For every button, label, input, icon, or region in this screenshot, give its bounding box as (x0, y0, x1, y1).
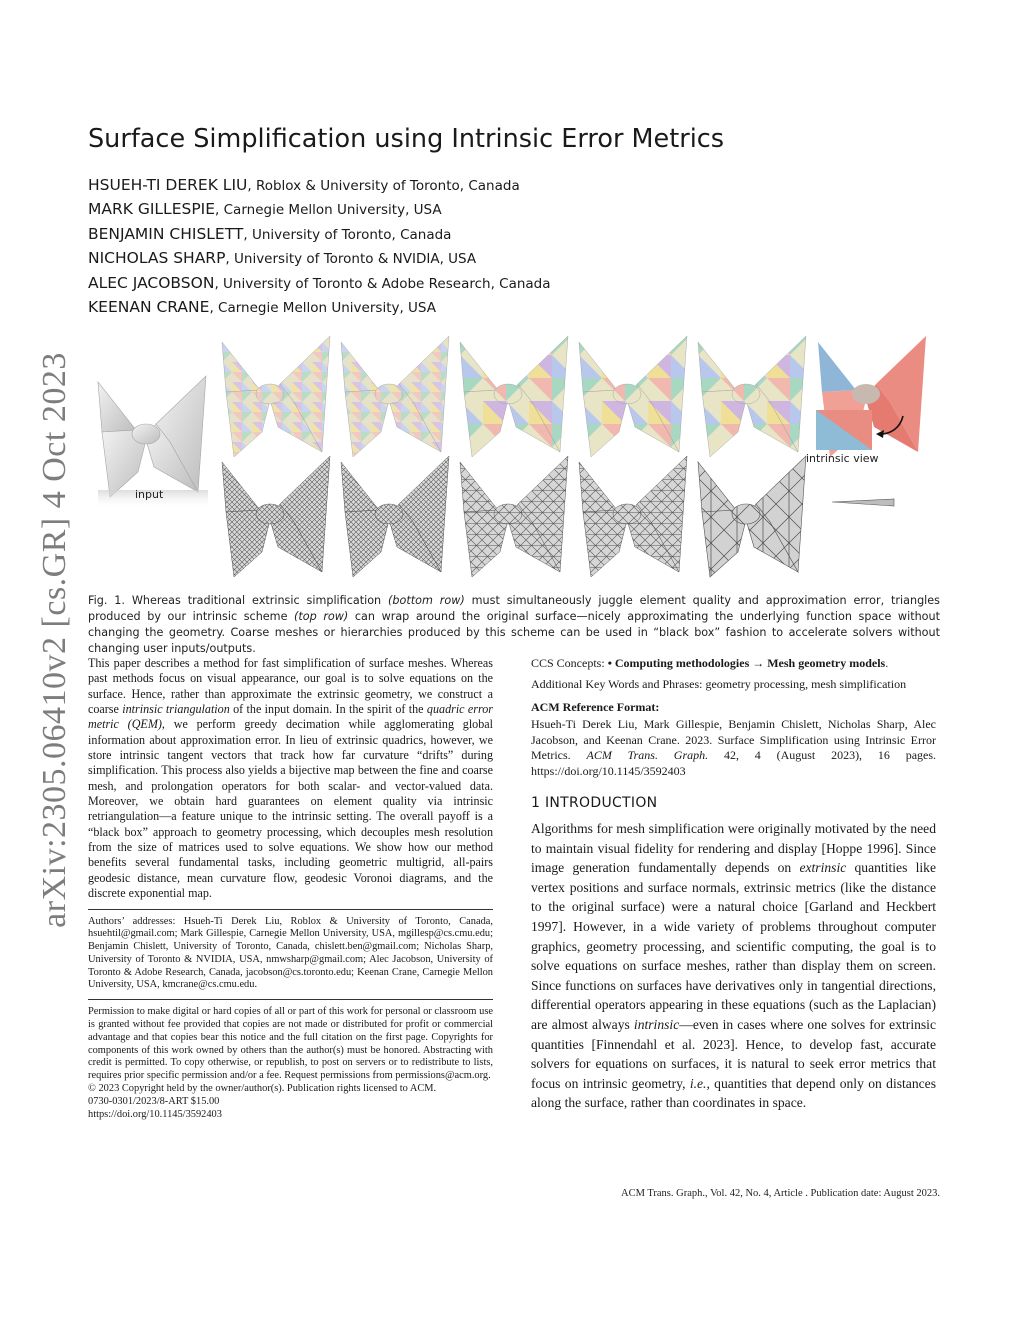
intro-text: , quantities that depend only on distances along the surface, rather than coordinates in space. (531, 1075, 936, 1111)
author-name: ALEC JACOBSON (88, 273, 215, 292)
introduction-body (531, 819, 936, 1113)
keywords: Additional Key Words and Phrases: geometry processing, mesh simplification (531, 677, 907, 691)
author-line (88, 198, 948, 222)
figure-caption (88, 593, 940, 657)
author-line (88, 174, 948, 198)
acm-ref-text: 42, 4 (August 2023), 16 pages. https://doi.org/10.1145/3592403 (531, 748, 937, 778)
abstract-text: , we perform greedy decimation while agglomerating global information about approximation error. In lieu of extrinsic quadrics, however, we store intrinsic tangent vectors that track how far curvature “drifts” during simplification. This process also yields a bijective map between the fine and coarse mesh, and prolongation operators for both scalar- and vector-valued data. Moreover, we obtain hard guarantees on element quality via intrinsic retriangulation—a feature unique to the intrinsic setting. The overall payoff is a “black box” approach to geometry processing, which decouples mesh resolution from the size of matrices used to solve equations. We show how our method benefits several fundamental tasks, including geometric multigrid, all-pairs geodesic distance, mean curvature flow, geodesic Voronoi diagrams, and the discrete exponential map. (88, 717, 493, 901)
input-label: input (135, 488, 164, 501)
right-column (531, 656, 936, 1113)
intro-text: quantities like vertex positions and surface normals, extrinsic metrics (like the distance to the original surface) were a natural choice [Garland and Heckbert 1997]. However, in a wide variety of problems throughout computer graphics, geometry processing, and scientific computing, the goal is to solve equations on surface meshes, rather than display them on screen. Since functions on surfaces have derivatives only in tangential directions, differential operators appearing in these equations (such as the Laplacian) are almost always (531, 860, 936, 1032)
author-affiliation: , Roblox & University of Toronto, Canada (247, 178, 520, 194)
acm-reference-heading: ACM Reference Format: (531, 700, 660, 714)
author-name: KEENAN CRANE (88, 298, 210, 317)
issn-price: 0730-0301/2023/8-ART $15.00 (88, 1095, 220, 1107)
author-name: HSUEH-TI DEREK LIU (88, 176, 248, 194)
intro-emphasis: i.e. (689, 1075, 707, 1091)
author-affiliation: , University of Toronto & Adobe Research, Canada (214, 275, 551, 292)
author-list (88, 174, 948, 320)
caption-text: can wrap around the original surface—nicely approximating the underlying function space without changing the geometry. Coarse meshes or hierarchies produced by this scheme can be used in “black box” fashion to accelerate solvers without changing user inputs/outputs. (88, 610, 940, 655)
abstract-text: of the input domain. In the spirit of the (229, 702, 427, 717)
caption-emphasis: (top row) (294, 610, 349, 623)
divider (88, 909, 493, 910)
author-name: NICHOLAS SHARP (88, 249, 226, 268)
caption-text: Fig. 1. Whereas traditional extrinsic simplification (88, 594, 389, 607)
ccs-concepts (531, 656, 936, 671)
abstract-emphasis: intrinsic triangulation (122, 702, 230, 717)
extrinsic-row (222, 456, 894, 577)
left-column (88, 656, 493, 1121)
author-line (88, 247, 948, 271)
doi-link[interactable]: https://doi.org/10.1145/3592403 (88, 1108, 222, 1120)
intro-emphasis: intrinsic (633, 1016, 680, 1032)
author-affiliation: , Carnegie Mellon University, USA (215, 202, 442, 219)
author-line (88, 296, 948, 320)
intro-emphasis: extrinsic (799, 860, 847, 876)
permission-notice: Permission to make digital or hard copies of all or part of this work for personal or classroom use is granted without fee provided that copies are not made or distributed for profit or commercial advantage and that copies bear this notice and the full citation on the first page. Copyrights for components of this work owned by others than the author(s) must be honored. Abstracting with credit is permitted. To copy otherwise, or republish, to post on servers or to redistribute to lists, requires prior specific permission and/or a fee. Request permissions from permissions@acm.org. (88, 1006, 493, 1082)
acm-reference (531, 717, 936, 779)
page-footer: ACM Trans. Graph., Vol. 42, No. 4, Article . Publication date: August 2023. (621, 1188, 940, 1199)
divider (88, 999, 493, 1000)
arxiv-identifier: arXiv:2305.06410v2 [cs.GR] 4 Oct 2023 (36, 352, 73, 928)
caption-text: must simultaneously juggle element quality and approximation error, triangles produced by our intrinsic scheme (88, 594, 940, 623)
caption-emphasis: (bottom row) (388, 594, 465, 607)
author-affiliation: , Carnegie Mellon University, USA (209, 300, 436, 317)
author-line (88, 272, 948, 296)
section-heading-introduction: 1 INTRODUCTION (531, 795, 658, 811)
author-name: MARK GILLESPIE (88, 200, 216, 219)
ccs-terms: • Computing methodologies → Mesh geometry models (607, 656, 886, 670)
author-name: BENJAMIN CHISLETT (88, 224, 244, 243)
abstract (88, 656, 493, 902)
abstract-text: This paper describes a method for fast simplification of surface meshes. Whereas past methods focus on visual appearance, our goal is to solve equations on the surface. Hence, rather than approximate the extrinsic geometry, we construct a coarse (88, 656, 493, 717)
author-addresses: Authors’ addresses: Hsueh-Ti Derek Liu, Roblox & University of Toronto, Canada, hsuehtil@gmail.com; Mark Gillespie, Carnegie Mellon University, USA, mgillesp@cs.cmu.edu; Benjamin Chislett, University of Toronto, Canada, chislett.ben@gmail.com; Nicholas Sharp, University of Toronto & NVIDIA, USA, nmwsharp@gmail.com; Alec Jacobson, University of Toronto & Adobe Research, Canada, jacobson@cs.toronto.edu; Keenan Crane, Carnegie Mellon University, USA, kmcrane@cs.cmu.edu. (88, 915, 493, 991)
acm-ref-text: Hsueh-Ti Derek Liu, Mark Gillespie, Benjamin Chislett, Nicholas Sharp, Alec Jacobson, and Keenan Crane. 2023. Surface Simplification using Intrinsic Error Metrics. (531, 717, 936, 762)
author-affiliation: , University of Toronto, Canada (243, 226, 452, 243)
intro-text: —even in cases where one solves for extrinsic quantities [Finnendahl et al. 2023]. Hence, to develop fast, accurate solvers for equations on surfaces, it is natural to seek error metrics that focus on intrinsic geometry, (531, 1016, 936, 1091)
abstract-emphasis: quadric error metric (QEM) (88, 702, 493, 732)
copyright-notice: © 2023 Copyright held by the owner/author(s). Publication rights licensed to ACM. (88, 1083, 437, 1095)
paper-title: Surface Simplification using Intrinsic Error Metrics (88, 124, 725, 154)
author-affiliation: , University of Toronto & NVIDIA, USA (225, 251, 477, 268)
teaser-figure (88, 330, 940, 580)
acm-ref-journal: ACM Trans. Graph. (586, 748, 709, 762)
author-line (88, 223, 948, 247)
ccs-prefix: CCS Concepts: (531, 656, 608, 670)
intro-text: Algorithms for mesh simplification were originally motivated by the need to maintain visual fidelity for rendering and display [Hoppe 1996]. Since image generation fundamentally depends on (531, 821, 936, 876)
intrinsic-view-label: intrinsic view (806, 452, 879, 465)
ccs-suffix: . (885, 656, 889, 670)
